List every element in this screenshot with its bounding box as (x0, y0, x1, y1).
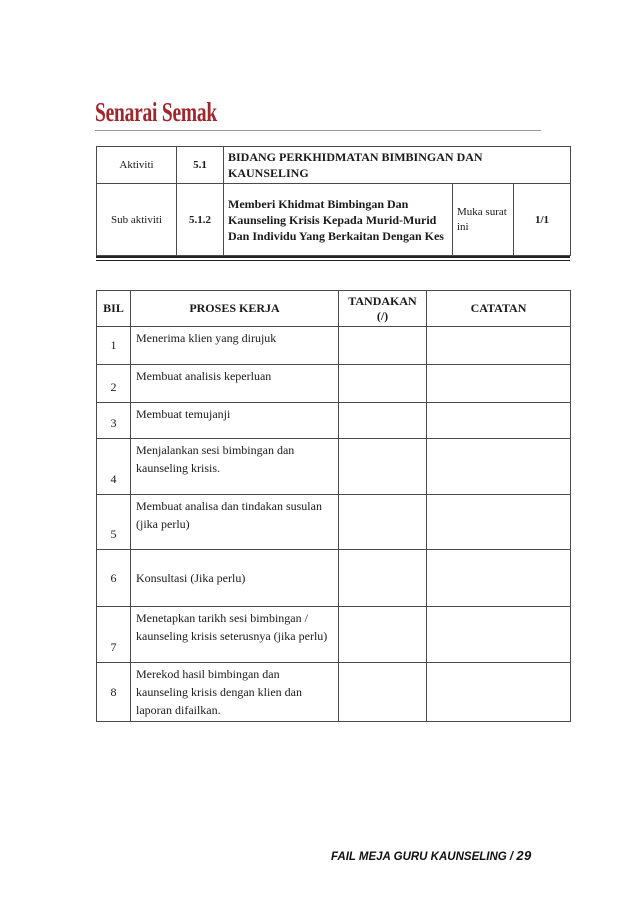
table-row (97, 550, 571, 607)
page-title: Senarai Semak (95, 97, 217, 127)
catatan-cell[interactable] (427, 327, 571, 365)
row-number: 5 (97, 495, 131, 550)
header-tandakan-label: TANDAKAN (348, 293, 417, 308)
row-proses: Menetapkan tarikh sesi bimbingan / kaunseling krisis seterusnya (jika perlu) (131, 607, 339, 663)
catatan-cell[interactable] (427, 495, 571, 550)
table-row (97, 607, 571, 663)
sub-aktiviti-title: Memberi Khidmat Bimbingan Dan Kaunseling Krisis Kepada Murid-Murid Dan Individu Yang Berkaitan Dengan Kes (224, 184, 453, 256)
tandakan-cell[interactable] (339, 663, 427, 722)
catatan-cell[interactable] (427, 403, 571, 439)
table-row (97, 403, 571, 439)
page-number: 29 (516, 848, 532, 863)
title-divider (95, 130, 541, 131)
header-tandakan (339, 291, 427, 327)
checklist-header (97, 291, 571, 327)
sub-activity-row (97, 184, 571, 256)
header-catatan: CATATAN (427, 291, 571, 327)
row-proses: Membuat analisa dan tindakan susulan (jika perlu) (131, 495, 339, 550)
row-proses: Menerima klien yang dirujuk (131, 327, 339, 365)
footer-label: FAIL MEJA GURU KAUNSELING / (331, 851, 514, 863)
activity-info-table (96, 146, 571, 256)
tandakan-cell[interactable] (339, 439, 427, 495)
tandakan-cell[interactable] (339, 495, 427, 550)
info-double-rule-top (96, 256, 570, 258)
table-row (97, 439, 571, 495)
row-number: 3 (97, 403, 131, 439)
table-row (97, 663, 571, 722)
row-proses: Menjalankan sesi bimbingan dan kaunseling krisis. (131, 439, 339, 495)
catatan-cell[interactable] (427, 607, 571, 663)
muka-surat-label: Muka surat ini (453, 184, 514, 256)
row-number: 1 (97, 327, 131, 365)
tandakan-cell[interactable] (339, 403, 427, 439)
sub-aktiviti-label: Sub aktiviti (97, 184, 177, 256)
muka-surat-value: 1/1 (514, 184, 571, 256)
tandakan-cell[interactable] (339, 607, 427, 663)
header-bil: BIL (97, 291, 131, 327)
row-proses: Membuat temujanji (131, 403, 339, 439)
page-footer (331, 848, 532, 863)
row-number: 8 (97, 663, 131, 722)
row-number: 4 (97, 439, 131, 495)
header-proses-kerja: PROSES KERJA (131, 291, 339, 327)
info-double-rule-bottom (96, 260, 570, 261)
catatan-cell[interactable] (427, 439, 571, 495)
catatan-cell[interactable] (427, 663, 571, 722)
row-proses: Membuat analisis keperluan (131, 365, 339, 403)
row-proses: Konsultasi (Jika perlu) (131, 550, 339, 607)
aktiviti-title: BIDANG PERKHIDMATAN BIMBINGAN DAN KAUNSELING (224, 147, 571, 184)
table-row (97, 495, 571, 550)
tandakan-cell[interactable] (339, 550, 427, 607)
tandakan-cell[interactable] (339, 365, 427, 403)
activity-row (97, 147, 571, 184)
aktiviti-label: Aktiviti (97, 147, 177, 184)
table-row (97, 327, 571, 365)
aktiviti-code: 5.1 (177, 147, 224, 184)
row-number: 2 (97, 365, 131, 403)
catatan-cell[interactable] (427, 550, 571, 607)
row-number: 7 (97, 607, 131, 663)
row-proses: Merekod hasil bimbingan dan kaunseling krisis dengan klien dan laporan difailkan. (131, 663, 339, 722)
row-number: 6 (97, 550, 131, 607)
catatan-cell[interactable] (427, 365, 571, 403)
table-row (97, 365, 571, 403)
sub-aktiviti-code: 5.1.2 (177, 184, 224, 256)
tandakan-cell[interactable] (339, 327, 427, 365)
checklist-table (96, 290, 571, 722)
header-tandakan-mark: (/) (376, 308, 389, 323)
